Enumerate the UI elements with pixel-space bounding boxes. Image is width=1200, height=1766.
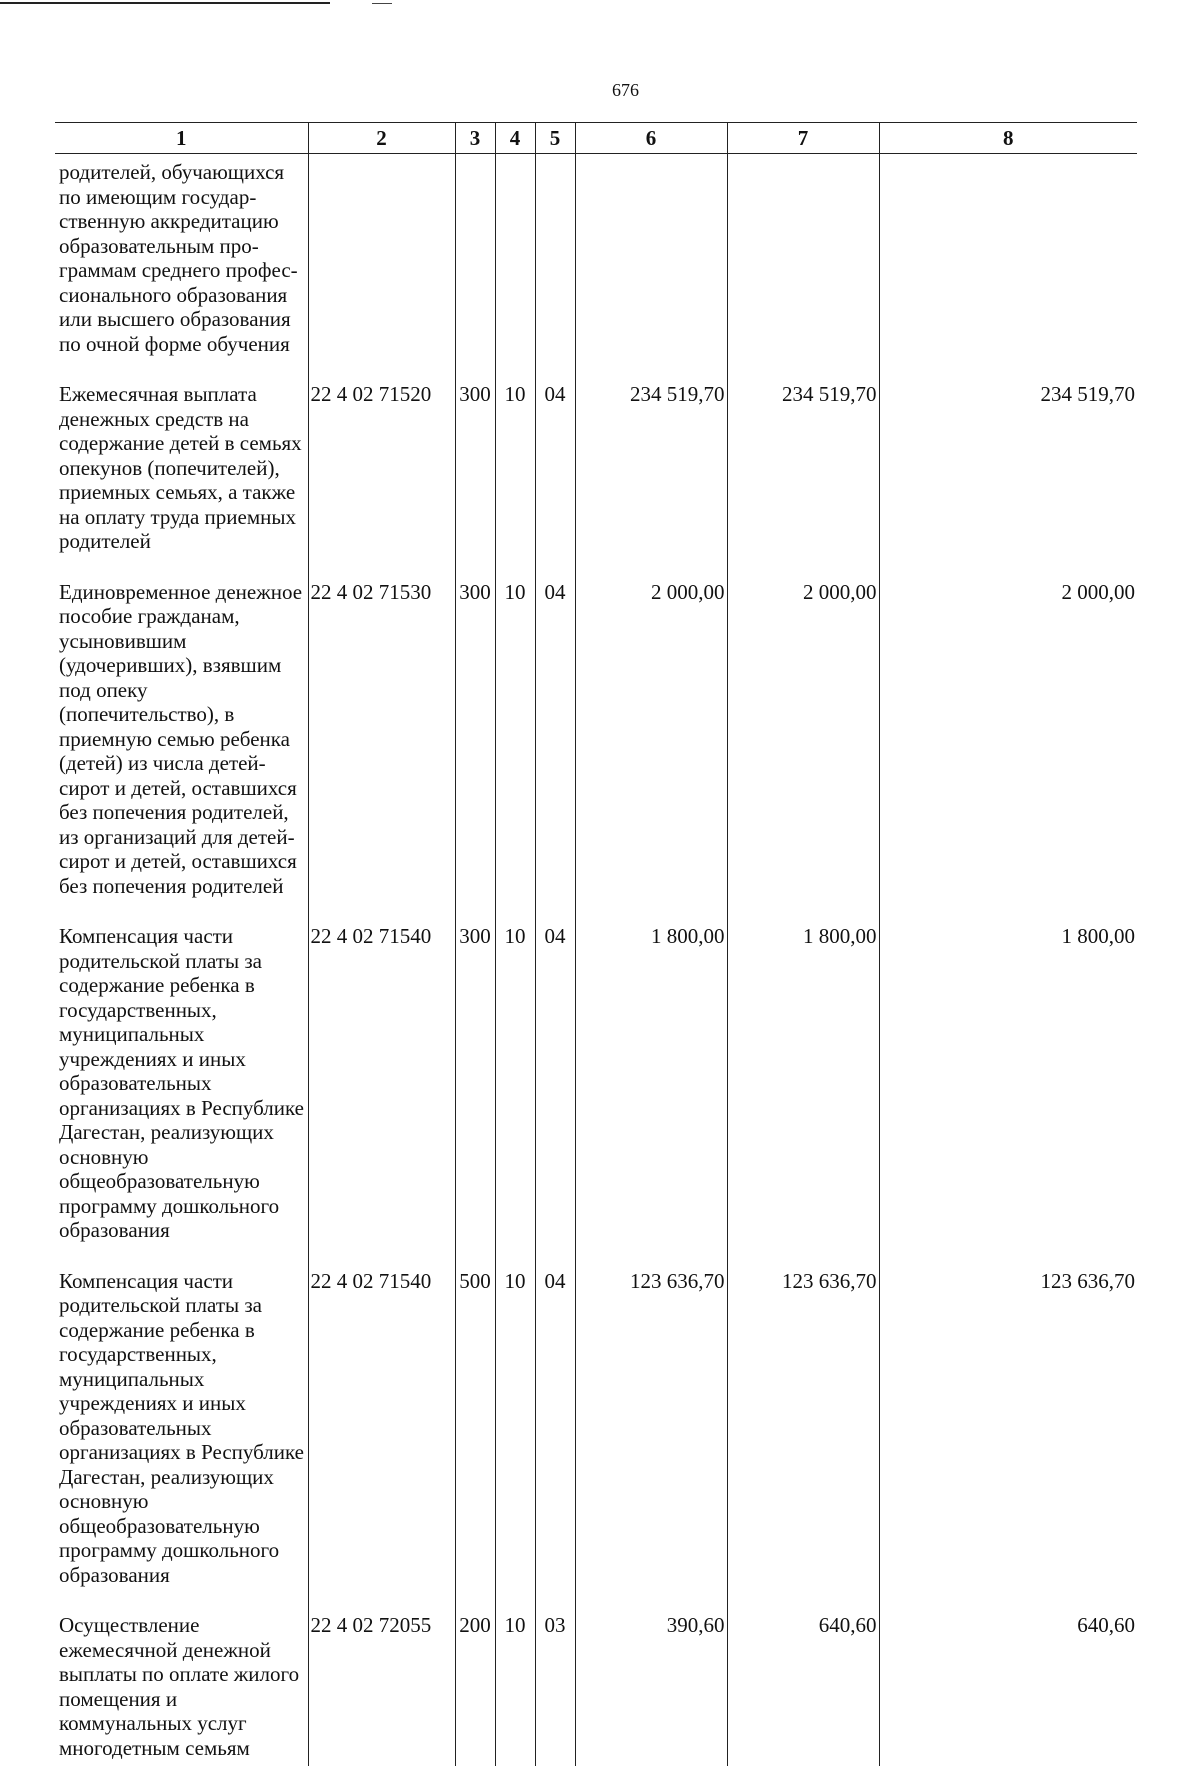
row-col3: 300: [455, 378, 495, 576]
row-code: 22 4 02 71530: [308, 576, 455, 921]
column-header: 1: [55, 123, 308, 154]
row-col6: 2 000,00: [575, 576, 727, 921]
row-col6: 1 800,00: [575, 920, 727, 1265]
table-row: [55, 1609, 1137, 1766]
row-col3: 200: [455, 1609, 495, 1766]
row-col6: 390,60: [575, 1609, 727, 1766]
row-code: 22 4 02 71520: [308, 378, 455, 576]
row-col5: 04: [535, 920, 575, 1265]
row-col3: 500: [455, 1265, 495, 1610]
column-header: 3: [455, 123, 495, 154]
row-col8: 640,60: [879, 1609, 1137, 1766]
row-col5: 04: [535, 378, 575, 576]
row-col4: 10: [495, 1265, 535, 1610]
row-col8: 1 800,00: [879, 920, 1137, 1265]
row-col7: 123 636,70: [727, 1265, 879, 1610]
row-col5: 04: [535, 576, 575, 921]
row-col4: 10: [495, 920, 535, 1265]
table-row: [55, 1265, 1137, 1610]
table-row: [55, 576, 1137, 921]
table-row-continuation: [55, 154, 1137, 379]
table-row: [55, 378, 1137, 576]
row-name: Осуществление ежемесячной денежной выплаты по оплате жилого помещения и коммунальных услуг многодетным семьям: [59, 1613, 300, 1760]
row-name: Единовременное денежное пособие гражданам, усыновившим (удочеривших), взявшим под опеку (попечительство), в приемную семью ребенка (детей) из числа детей-сирот и детей, оставшихся без попечения родителей, из организаций для детей-сирот и детей, оставшихся без попечения родителей: [59, 579, 303, 898]
column-header: 7: [727, 123, 879, 154]
row-name: Компенсация части родительской платы за содержание ребенка в государственных, муниципальных учреждениях и иных образовательных организациях в Республике Дагестан, реализующих основную общеобразовательную программу дошкольного образования: [59, 1268, 304, 1587]
row-col3: 300: [455, 576, 495, 921]
column-header: 4: [495, 123, 535, 154]
row-col6: 234 519,70: [575, 378, 727, 576]
row-name: Компенсация части родительской платы за содержание ребенка в государственных, муниципальных учреждениях и иных образовательных организациях в Республике Дагестан, реализующих основную общеобразовательную программу дошкольного образования: [59, 924, 304, 1242]
row-col4: 10: [495, 378, 535, 576]
row-col8: 234 519,70: [879, 378, 1137, 576]
row-col8: 123 636,70: [879, 1265, 1137, 1610]
row-col4: 10: [495, 1609, 535, 1766]
row-code: 22 4 02 71540: [308, 920, 455, 1265]
row-col5: 03: [535, 1609, 575, 1766]
row-col3: 300: [455, 920, 495, 1265]
row-code: 22 4 02 72055: [308, 1609, 455, 1766]
top-rule: [0, 2, 330, 4]
row-col8: 2 000,00: [879, 576, 1137, 921]
row-col7: 2 000,00: [727, 576, 879, 921]
top-rule-short: [372, 3, 392, 4]
column-header: 8: [879, 123, 1137, 154]
row-name: Ежемесячная выплата денежных средств на содержание детей в семьях опекунов (попечителей), приемных семьях, а также на оплату труда приемных родителей: [59, 382, 302, 553]
row-col7: 1 800,00: [727, 920, 879, 1265]
row-name: родителей, обучающихся по имеющим государ-ственную аккредитацию образовательным про-граммам среднего профес-сионального образования или высшего образования по очной форме обучения: [59, 160, 298, 356]
table-header-row: [55, 123, 1137, 154]
column-header: 2: [308, 123, 455, 154]
column-header: 6: [575, 123, 727, 154]
row-col7: 234 519,70: [727, 378, 879, 576]
row-col7: 640,60: [727, 1609, 879, 1766]
row-code: 22 4 02 71540: [308, 1265, 455, 1610]
row-col6: 123 636,70: [575, 1265, 727, 1610]
row-col5: 04: [535, 1265, 575, 1610]
table-row: [55, 920, 1137, 1265]
page-number: 676: [612, 80, 639, 100]
column-header: 5: [535, 123, 575, 154]
budget-table: [55, 122, 1137, 1766]
row-col4: 10: [495, 576, 535, 921]
